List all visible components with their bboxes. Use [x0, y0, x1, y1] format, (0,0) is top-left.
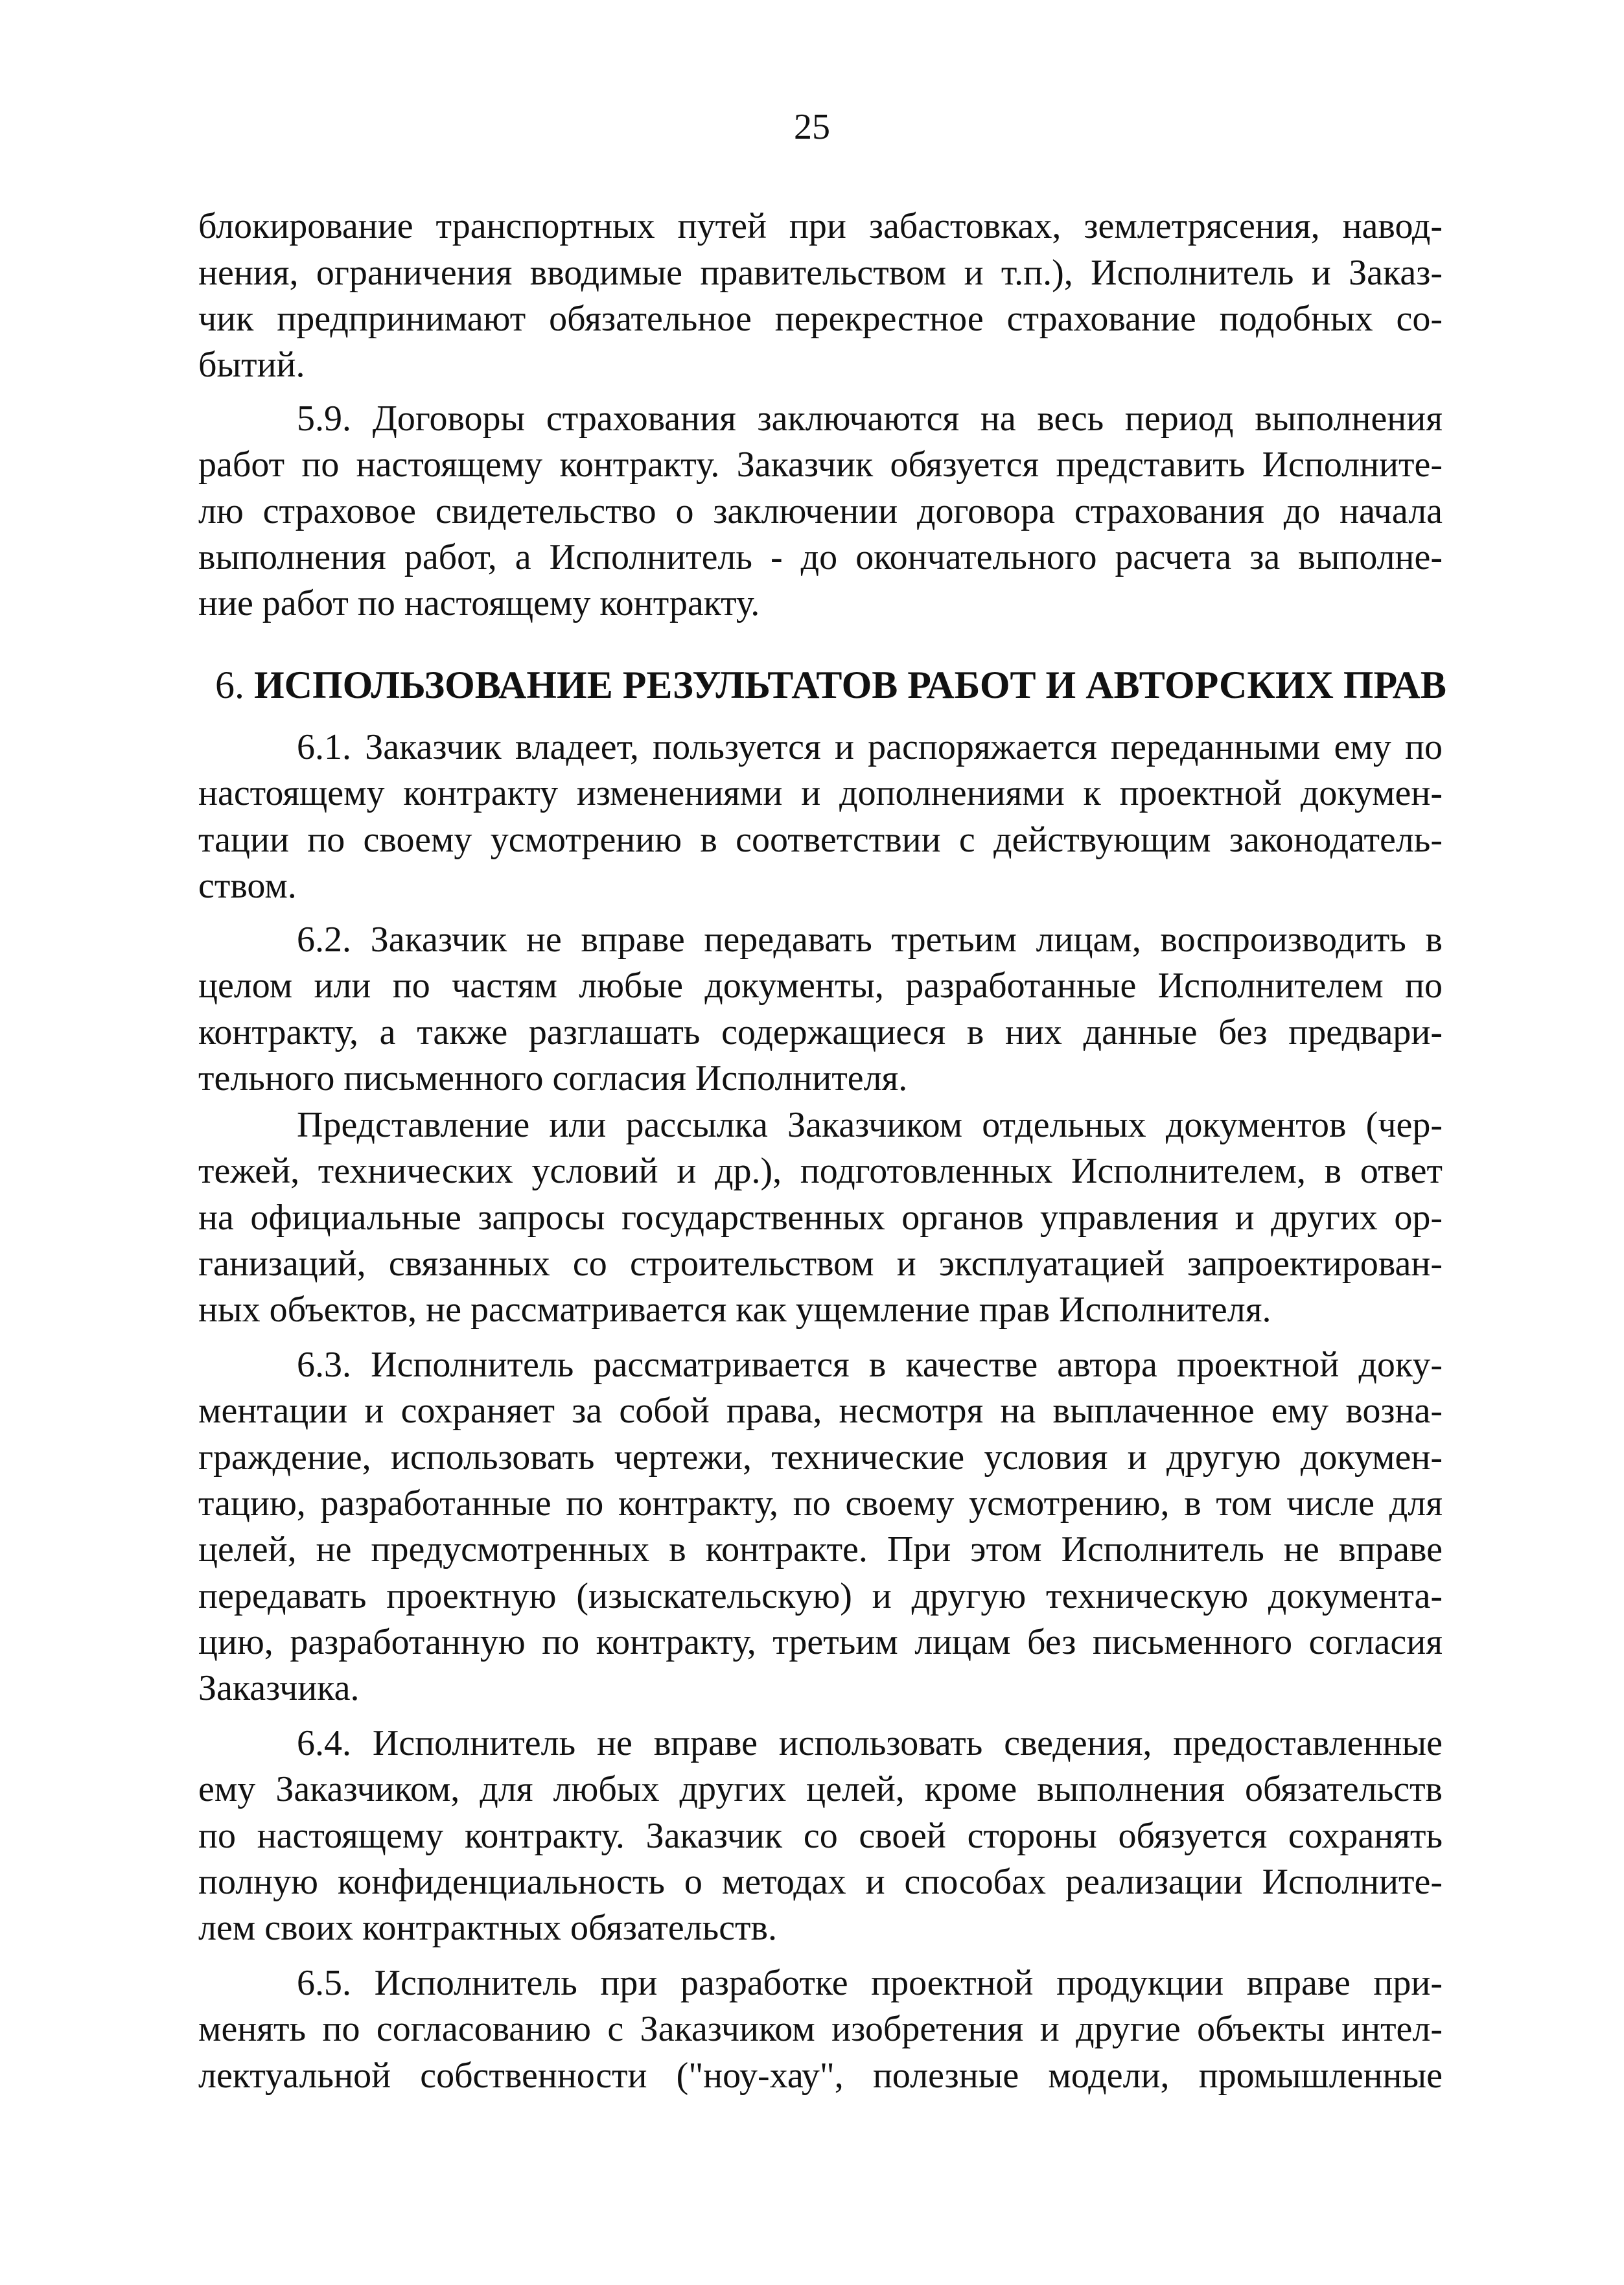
text-line: 5.9. Договоры страхования заключаются на весь период выполнения — [297, 399, 1443, 439]
text-line: передавать проектную (изыскательскую) и другую техническую документа- — [198, 1576, 1443, 1616]
text-line: менять по согласованию с Заказчиком изобретения и другие объекты интел- — [198, 2009, 1443, 2049]
page-number: 25 — [794, 107, 830, 147]
section-heading — [215, 660, 1446, 710]
section-heading-number: 6. — [215, 664, 244, 706]
text-line: ментации и сохраняет за собой права, несмотря на выплаченное ему возна- — [198, 1391, 1443, 1431]
text-line: граждение, использовать чертежи, технические условия и другую докумен- — [198, 1437, 1443, 1478]
text-line: Представление или рассылка Заказчиком отдельных документов (чер- — [297, 1105, 1443, 1145]
text-line: ством. — [198, 866, 297, 906]
text-line: лектуальной собственности ("ноу-хау", полезные модели, промышленные — [198, 2056, 1443, 2096]
text-line: тации по своему усмотрению в соответствии с действующим законодатель- — [198, 820, 1443, 860]
text-line: ние работ по настоящему контракту. — [198, 583, 760, 623]
text-line: 6.5. Исполнитель при разработке проектной продукции вправе при- — [297, 1963, 1443, 2003]
text-line: работ по настоящему контракту. Заказчик обязуется представить Исполните- — [198, 445, 1443, 485]
text-line: цию, разработанную по контракту, третьим лицам без письменного согласия — [198, 1622, 1443, 1662]
section-heading-text: ИСПОЛЬЗОВАНИЕ РЕЗУЛЬТАТОВ РАБОТ И АВТОРСКИХ ПРАВ — [254, 664, 1446, 706]
text-line: лем своих контрактных обязательств. — [198, 1908, 777, 1948]
text-line: тежей, технических условий и др.), подготовленных Исполнителем, в ответ — [198, 1151, 1443, 1191]
text-line: ему Заказчиком, для любых других целей, кроме выполнения обязательств — [198, 1769, 1443, 1809]
text-line: ганизаций, связанных со строительством и эксплуатацией запроектирован- — [198, 1244, 1443, 1284]
text-line: полную конфиденциальность о методах и способах реализации Исполните- — [198, 1862, 1443, 1902]
text-line: 6.3. Исполнитель рассматривается в качестве автора проектной доку- — [297, 1345, 1443, 1385]
text-line: Заказчика. — [198, 1668, 360, 1708]
text-line: 6.1. Заказчик владеет, пользуется и распоряжается переданными ему по — [297, 727, 1443, 767]
text-line: тельного письменного согласия Исполнителя. — [198, 1058, 908, 1098]
text-line: 6.4. Исполнитель не вправе использовать сведения, предоставленные — [297, 1723, 1443, 1763]
text-line: блокирование транспортных путей при забастовках, землетрясения, навод- — [198, 206, 1443, 246]
text-line: 6.2. Заказчик не вправе передавать третьим лицам, воспроизводить в — [297, 920, 1443, 960]
text-line: контракту, а также разглашать содержащиеся в них данные без предвари- — [198, 1012, 1443, 1052]
text-line: бытий. — [198, 345, 305, 385]
text-line: лю страховое свидетельство о заключении договора страхования до начала — [198, 491, 1443, 531]
text-line: выполнения работ, а Исполнитель - до окончательного расчета за выполне- — [198, 537, 1443, 577]
text-line: чик предпринимают обязательное перекрестное страхование подобных со- — [198, 299, 1443, 339]
text-line: на официальные запросы государственных органов управления и других ор- — [198, 1198, 1443, 1238]
text-line: целей, не предусмотренных в контракте. При этом Исполнитель не вправе — [198, 1529, 1443, 1570]
text-line: целом или по частям любые документы, разработанные Исполнителем по — [198, 966, 1443, 1006]
text-line: тацию, разработанные по контракту, по своему усмотрению, в том числе для — [198, 1483, 1443, 1524]
text-line: нения, ограничения вводимые правительством и т.п.), Исполнитель и Заказ- — [198, 253, 1443, 293]
text-line: настоящему контракту изменениями и дополнениями к проектной докумен- — [198, 773, 1443, 813]
text-line: ных объектов, не рассматривается как ущемление прав Исполнителя. — [198, 1290, 1271, 1330]
text-line: по настоящему контракту. Заказчик со своей стороны обязуется сохранять — [198, 1816, 1443, 1856]
